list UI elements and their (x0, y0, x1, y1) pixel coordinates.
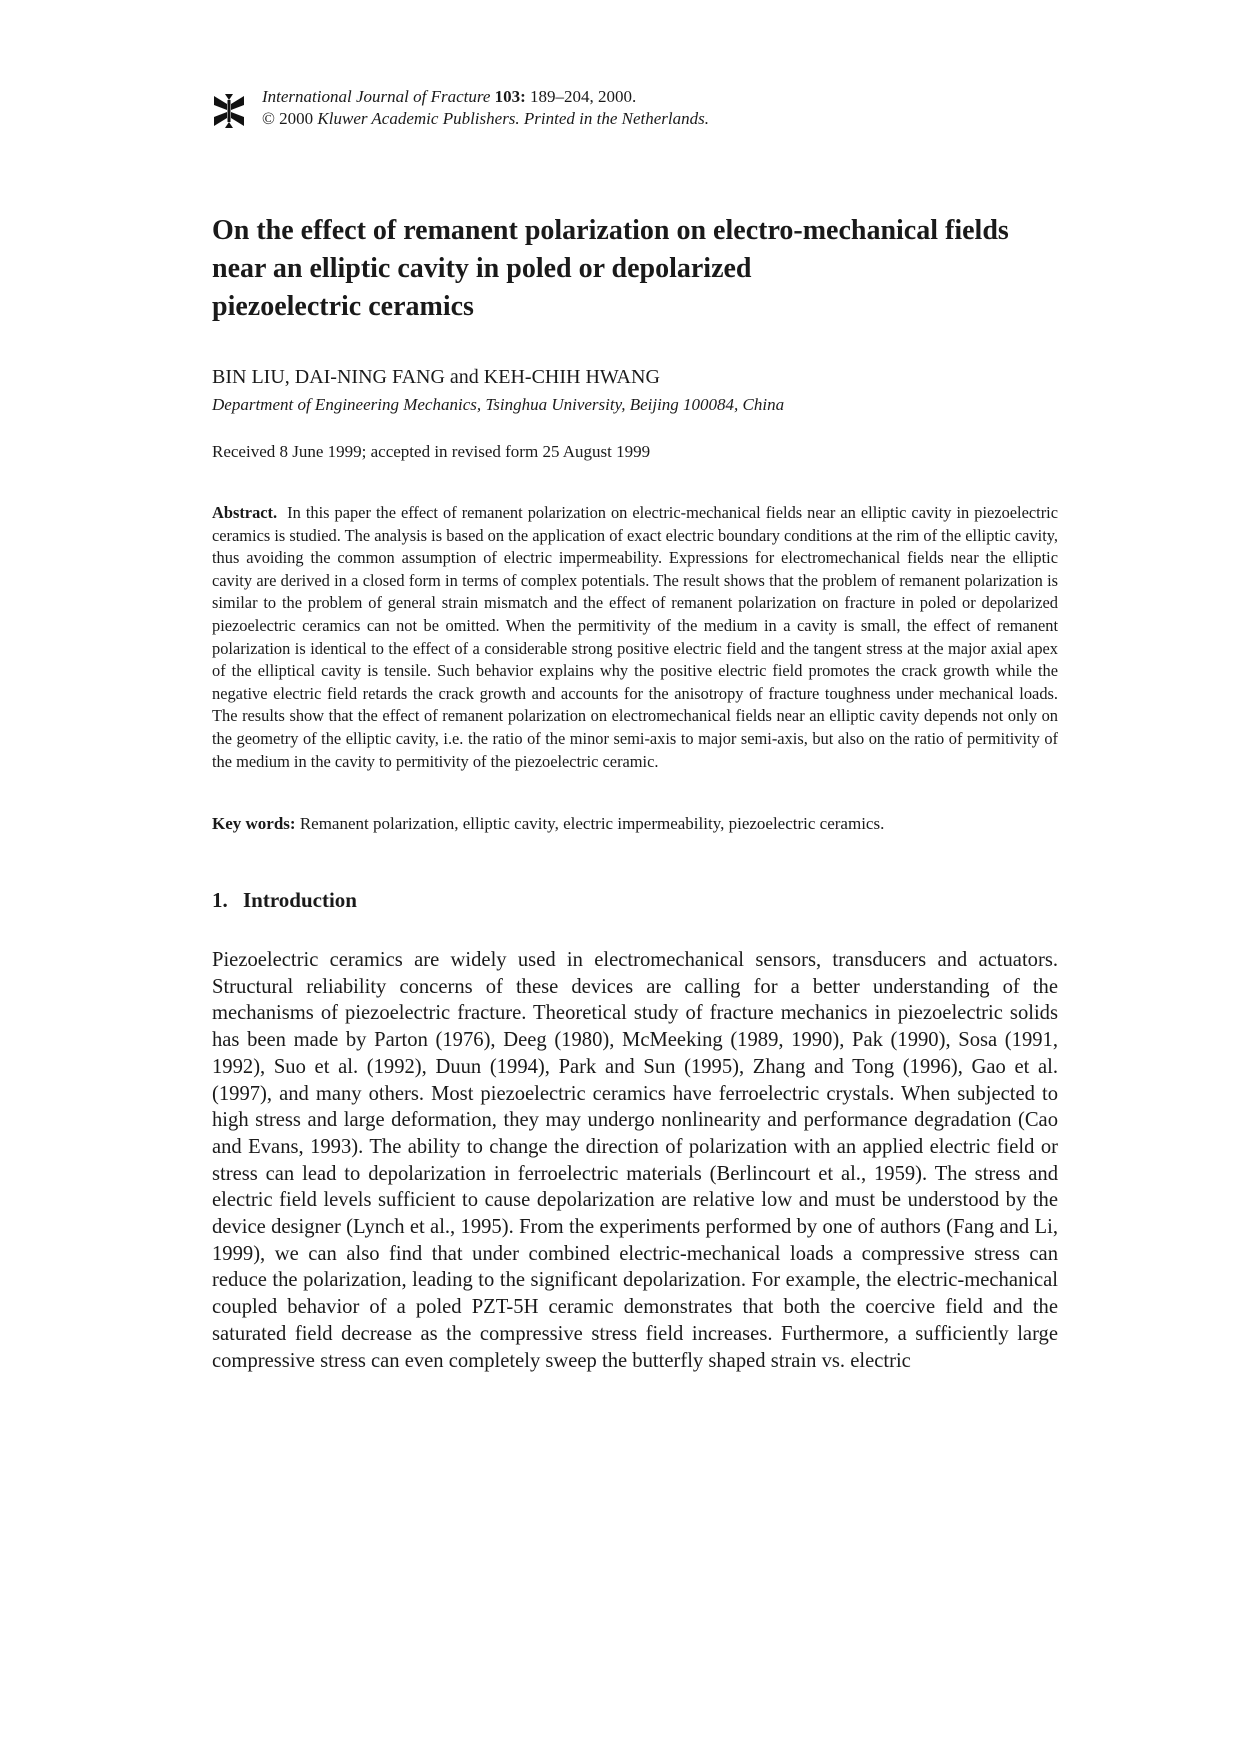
abstract-text: In this paper the effect of remanent polarization on electric-mechanical fields near an elliptic cavity in piezoelectric ceramics is studied. The analysis is based on the application of exact electric boundary conditions at the rim of the elliptic cavity, thus avoiding the common assumption of electric impermeability. Expressions for electromechanical fields near the elliptic cavity are derived in a closed form in terms of complex potentials. The result shows that the problem of remanent polarization is similar to the problem of general strain mismatch and the effect of remanent polarization on fracture in poled or depolarized piezoelectric ceramics can not be omitted. When the permitivity of the medium in a cavity is small, the effect of remanent polarization is identical to the effect of a considerable strong positive electric field and the tangent stress at the major axial apex of the elliptical cavity is tensile. Such behavior explains why the positive electric field promotes the crack growth while the negative electric field retards the crack growth and accounts for the anisotropy of fracture toughness under mechanical loads. The results show that the effect of remanent polarization on electromechanical fields near an elliptic cavity depends not only on the geometry of the elliptic cavity, i.e. the ratio of the minor semi-axis to major semi-axis, but also on the ratio of permitivity of the medium in the cavity to permitivity of the piezoelectric ceramic. (212, 503, 1058, 771)
affiliation: Department of Engineering Mechanics, Tsinghua University, Beijing 100084, China (212, 395, 785, 414)
received-date: Received 8 June 1999; accepted in revised form 25 August 1999 (212, 442, 651, 461)
publisher-logo-icon (212, 92, 246, 130)
journal-line-1 (262, 86, 709, 108)
title-line: near an elliptic cavity in poled or depolarized (212, 253, 752, 284)
copyright: © 2000 (262, 109, 314, 128)
journal-name: International Journal of Fracture (262, 87, 491, 106)
journal-volume: 103: (494, 87, 526, 106)
title-line: On the effect of remanent polarization on electro-mechanical fields (212, 215, 1009, 246)
title-line: piezoelectric ceramics (212, 291, 474, 322)
section-number: 1. (212, 888, 228, 912)
authors: BIN LIU, DAI-NING FANG and KEH-CHIH HWANG (212, 366, 660, 388)
journal-citation (262, 86, 709, 130)
keywords (212, 813, 884, 835)
section-heading (212, 887, 357, 913)
keywords-label: Key words: (212, 814, 296, 833)
journal-pages-year: 189–204, 2000. (530, 87, 637, 106)
publisher: Kluwer Academic Publishers. Printed in the Netherlands. (317, 109, 710, 128)
introduction-paragraph: Piezoelectric ceramics are widely used in electromechanical sensors, transducers and actuators. Structural reliability concerns of these devices are calling for a better understanding of the mechanisms of piezoelectric fracture. Theoretical study of fracture mechanics in piezoelectric solids has been made by Parton (1976), Deeg (1980), McMeeking (1989, 1990), Pak (1990), Sosa (1991, 1992), Suo et al. (1992), Duun (1994), Park and Sun (1995), Zhang and Tong (1996), Gao et al. (1997), and many others. Most piezoelectric ceramics have ferroelectric crystals. When subjected to high stress and large deformation, they may undergo nonlinearity and performance degradation (Cao and Evans, 1993). The ability to change the direction of polarization with an applied electric field or stress can lead to depolarization in ferroelectric materials (Berlincourt et al., 1959). The stress and electric field levels sufficient to cause depolarization are relative low and must be understood by the device designer (Lynch et al., 1995). From the experiments performed by one of authors (Fang and Li, 1999), we can also find that under combined electric-mechanical loads a compressive stress can reduce the polarization, leading to the significant depolarization. For example, the electric-mechanical coupled behavior of a poled PZT-5H ceramic demonstrates that both the coercive field and the saturated field decrease as the compressive stress field increases. Furthermore, a sufficiently large compressive stress can even completely sweep the butterfly shaped strain vs. electric (212, 949, 1058, 1372)
keywords-text: Remanent polarization, elliptic cavity, electric impermeability, piezoelectric ceramics. (299, 814, 885, 833)
abstract-label: Abstract. (212, 503, 278, 522)
article-title (212, 212, 1072, 326)
section-title: Introduction (243, 888, 357, 912)
journal-line-2 (262, 108, 709, 130)
abstract (212, 502, 1058, 773)
